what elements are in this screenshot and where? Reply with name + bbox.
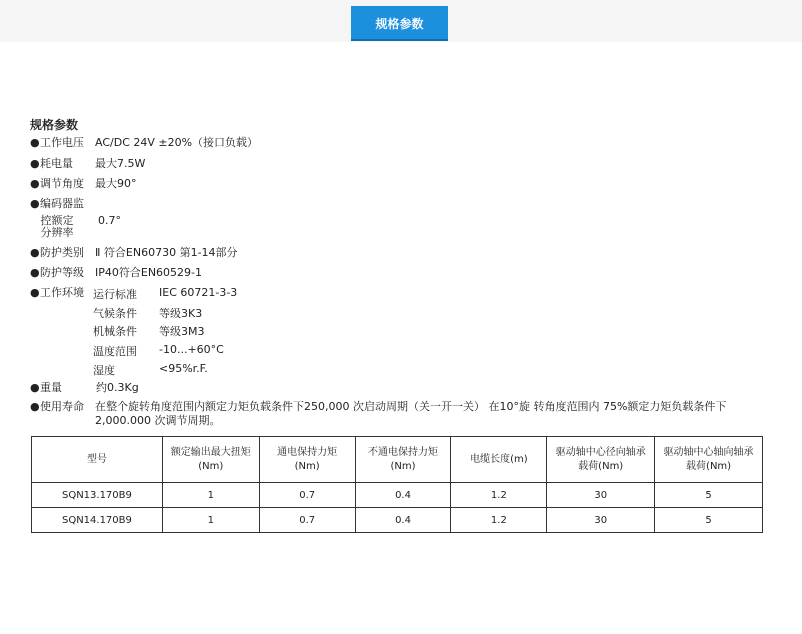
table-row [32,483,763,508]
bullet-icon: ● [30,157,40,170]
spec-label: 耗电量 [40,157,73,170]
spec-resolution-value: 0.7° [98,214,121,227]
table-cell: 1.2 [451,483,547,508]
bullet-icon: ● [30,197,40,210]
bullet-icon: ● [30,266,40,279]
spec-value: IP40符合EN60529-1 [95,266,203,279]
bullet-icon: ● [30,177,40,190]
table-cell: 1.2 [451,508,547,533]
spec-label: 调节角度 [40,177,84,190]
env-value-humidity: <95%r.F. [159,362,208,375]
table-cell: 0.7 [259,508,355,533]
spec-label: 重量 [40,381,62,394]
header-cable-length: 电缆长度(m) [451,437,547,483]
spec-value: AC/DC 24V ±20%（接口负载） [95,136,259,149]
tab-specs-label: 规格参数 [375,17,424,31]
table-header-row [32,437,763,483]
header-powered-holding: 通电保持力矩 (Nm) [259,437,355,483]
spec-label: 工作电压 [40,136,84,149]
spec-label: 防护等级 [40,266,84,279]
table-cell: 5 [655,508,763,533]
env-value-temperature: -10...+60°C [159,343,224,356]
table-cell: 0.7 [259,483,355,508]
spec-label: 编码器监 [40,197,84,210]
spec-label: 使用寿命 [40,400,84,413]
spec-value: 最大90° [95,177,137,190]
header-unpowered-holding: 不通电保持力矩(Nm) [355,437,451,483]
env-value-standard: IEC 60721-3-3 [159,286,238,299]
env-value-climate: 等级3K3 [159,307,203,320]
env-label-climate: 气候条件 [93,307,137,320]
tab-specs[interactable] [351,6,448,41]
spec-label: 工作环境 [40,286,84,299]
table-cell: 1 [162,483,259,508]
env-label-temperature: 温度范围 [93,345,137,358]
bullet-icon: ● [30,136,40,149]
table-cell: 0.4 [355,483,451,508]
header-max-torque: 额定输出最大扭矩(Nm) [162,437,259,483]
spec-resolution-label: 控额定分辨率 [40,214,74,239]
bullet-icon: ● [30,381,40,394]
table-row [32,508,763,533]
spec-value: 约0.3Kg [96,381,139,394]
header-axial-load: 驱动轴中心轴向轴承载荷(Nm) [655,437,763,483]
env-label-humidity: 湿度 [93,364,115,377]
section-title: 规格参数 [30,118,79,132]
spec-value: 最大7.5W [95,157,146,170]
spec-value: Ⅱ 符合EN60730 第1-14部分 [95,246,238,259]
table-cell: SQN13.170B9 [32,483,163,508]
bullet-icon: ● [30,246,40,259]
bullet-icon: ● [30,400,40,413]
env-label-standard: 运行标准 [93,288,137,301]
table-cell: 5 [655,483,763,508]
table-cell: 0.4 [355,508,451,533]
env-label-mechanical: 机械条件 [93,325,137,338]
header-model: 型号 [32,437,163,483]
table-cell: SQN14.170B9 [32,508,163,533]
spec-life-value: 在整个旋转角度范围内额定力矩负载条件下250,000 次启动周期（关一开一关） 在10°旋 转角度范围内 75%额定力矩负载条件下 2,000.000 次调节周期。 [95,400,727,427]
spec-label: 防护类别 [40,246,84,259]
header-radial-load: 驱动轴中心径向轴承载荷(Nm) [547,437,655,483]
bullet-icon: ● [30,286,40,299]
table-cell: 30 [547,483,655,508]
table-cell: 30 [547,508,655,533]
spec-table [31,436,763,533]
tab-active-indicator [351,39,448,41]
env-value-mechanical: 等级3M3 [159,325,205,338]
table-cell: 1 [162,508,259,533]
